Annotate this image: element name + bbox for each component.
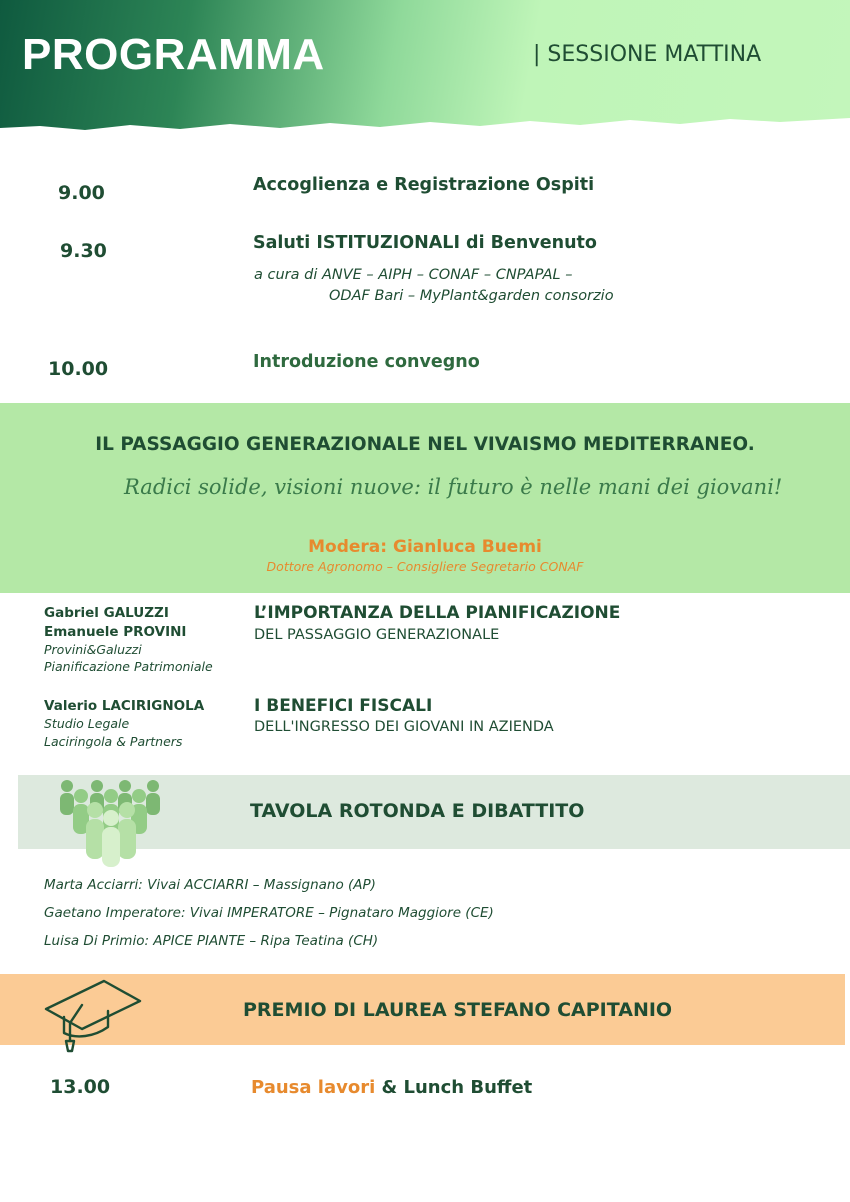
participant-item: Gaetano Imperatore: Vivai IMPERATORE – Pignataro Maggiore (CE) bbox=[44, 905, 494, 921]
agenda-title: Saluti ISTITUZIONALI di Benvenuto bbox=[253, 233, 597, 253]
time-label: 13.00 bbox=[50, 1076, 111, 1098]
time-label: 9.00 bbox=[58, 182, 105, 204]
moderator-role: Dottore Agronomo – Consigliere Segretario CONAF bbox=[266, 559, 584, 574]
page-title: PROGRAMMA bbox=[22, 30, 325, 79]
award-title: PREMIO DI LAUREA STEFANO CAPITANIO bbox=[243, 999, 673, 1021]
talk-title: L’IMPORTANZA DELLA PIANIFICAZIONE bbox=[254, 603, 621, 623]
talk-subtitle: DELL'INGRESSO DEI GIOVANI IN AZIENDA bbox=[254, 719, 554, 735]
agenda-note: ODAF Bari – MyPlant&garden consorzio bbox=[329, 288, 614, 304]
speaker-name: Valerio LACIRIGNOLA bbox=[44, 698, 205, 714]
time-label: 10.00 bbox=[48, 358, 109, 380]
speaker-name: Gabriel GALUZZI bbox=[44, 605, 169, 621]
talk-title: I BENEFICI FISCALI bbox=[254, 696, 433, 716]
participant-item: Marta Acciarri: Vivai ACCIARRI – Massignano (AP) bbox=[44, 877, 376, 893]
lunch-break-label: Pausa lavori bbox=[251, 1077, 376, 1098]
session-label: | SESSIONE MATTINA bbox=[533, 42, 762, 67]
lunch-item bbox=[251, 1077, 532, 1098]
people-group-icon bbox=[55, 776, 167, 868]
speaker-affiliation: Pianificazione Patrimoniale bbox=[44, 659, 213, 674]
participant-item: Luisa Di Primio: APICE PIANTE – Ripa Teatina (CH) bbox=[44, 933, 379, 949]
agenda-note: a cura di ANVE – AIPH – CONAF – CNPAPAL – bbox=[254, 267, 573, 283]
talk-subtitle: DEL PASSAGGIO GENERAZIONALE bbox=[254, 627, 500, 643]
session-subtitle: Radici solide, visioni nuove: il futuro è nelle mani dei giovani! bbox=[124, 475, 783, 499]
agenda-title: Introduzione convegno bbox=[253, 352, 480, 372]
torn-paper-edge bbox=[0, 108, 850, 148]
speaker-affiliation: Studio Legale bbox=[44, 716, 130, 731]
agenda-title: Accoglienza e Registrazione Ospiti bbox=[253, 175, 595, 195]
moderator-name: Modera: Gianluca Buemi bbox=[308, 537, 542, 557]
time-label: 9.30 bbox=[60, 240, 107, 262]
lunch-buffet-label: & Lunch Buffet bbox=[375, 1077, 533, 1098]
speaker-affiliation: Laciringola & Partners bbox=[44, 734, 183, 749]
session-title: IL PASSAGGIO GENERAZIONALE NEL VIVAISMO MEDITERRANEO. bbox=[95, 434, 755, 455]
speaker-name: Emanuele PROVINI bbox=[44, 624, 187, 640]
speaker-affiliation: Provini&Galuzzi bbox=[44, 642, 142, 657]
graduation-cap-icon bbox=[42, 975, 144, 1055]
round-table-title: TAVOLA ROTONDA E DIBATTITO bbox=[250, 800, 585, 822]
